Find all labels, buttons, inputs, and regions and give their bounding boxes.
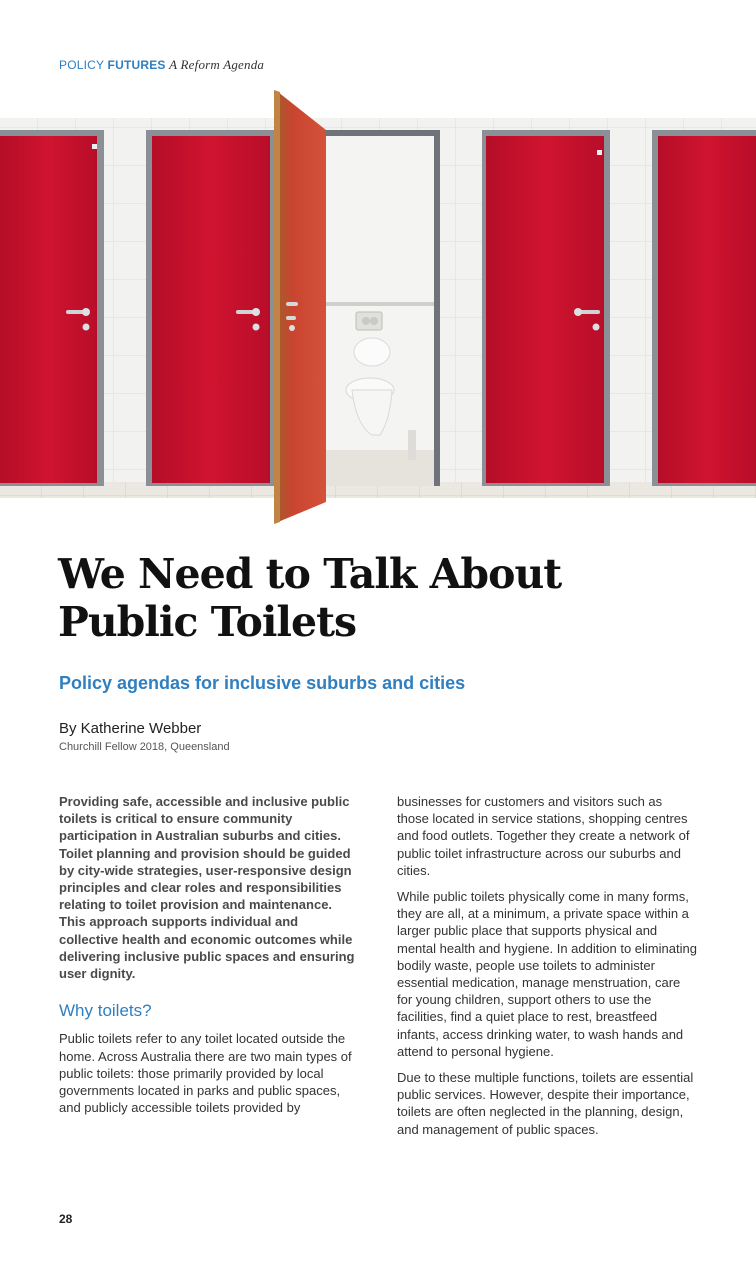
section-heading: Why toilets? (59, 1001, 152, 1021)
column-left (59, 793, 359, 1125)
article-title (58, 550, 698, 646)
running-head (59, 57, 264, 73)
running-head-policy: POLICY (59, 58, 104, 72)
article-title-line2: Public Toilets (58, 598, 357, 646)
running-head-futures: FUTURES (107, 58, 166, 72)
body-paragraph-2: While public toilets physically come in many forms, they are all, at a minimum, a private space within a larger public place that supports physical and mental health and hygiene. In addition to eliminating bodily waste, people use toilets to administer essential medication, manage menstruation, care for young children, support others to use the facilities, find a quiet place to rest, breastfeed infants, access drinking water, to wash hands and attend to personal hygiene. (397, 889, 697, 1059)
body-paragraph-1-continued: businesses for customers and visitors such as those located in service stations, shopping centres and food outlets. Together they create a network of public toilet infrastructure across our suburbs and cities. (397, 794, 690, 878)
toilet-doors-photo-icon (0, 90, 756, 525)
running-head-agenda: A Reform Agenda (169, 57, 265, 72)
article-subtitle: Policy agendas for inclusive suburbs and cities (59, 673, 466, 693)
body-paragraph-1: Public toilets refer to any toilet located outside the home. Across Australia there are two main types of public toilets: those primarily provided by local governments located in parks and public spaces, and publicly accessible toilets provided by (59, 1031, 352, 1116)
author-affiliation: Churchill Fellow 2018, Queensland (59, 741, 230, 753)
article-title-line1: We Need to Talk About (58, 550, 562, 598)
page-number: 28 (59, 1212, 73, 1226)
column-right (397, 793, 697, 1147)
body-paragraph-3: Due to these multiple functions, toilets are essential public services. However, despite their importance, toilets are often neglected in the planning, design, and management of public spaces. (397, 1070, 694, 1137)
hero-image (0, 90, 756, 525)
lead-paragraph: Providing safe, accessible and inclusive public toilets is critical to ensure community participation in Australian suburbs and cities. Toilet planning and provision should be guided by city-wide strategies, user-responsive design principles and clear roles and responsibilities relating to toilet provision and maintenance. This approach supports individual and collective health and economic outcomes while delivering inclusive public spaces and ensuring user dignity. (59, 794, 355, 982)
author-byline: By Katherine Webber (59, 720, 202, 737)
